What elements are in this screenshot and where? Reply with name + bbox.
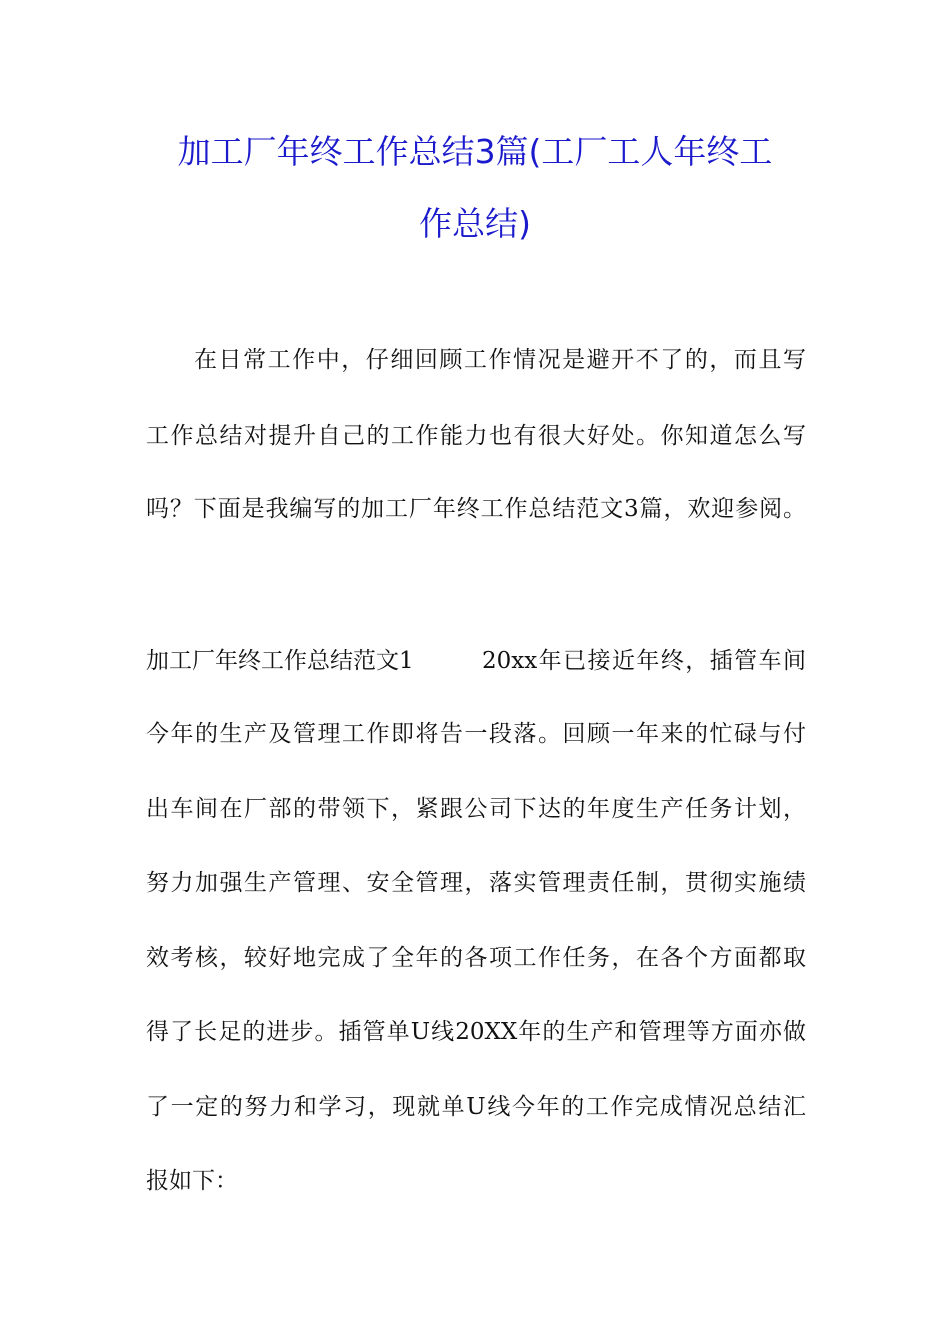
section1-line-7: 了一定的努力和学习，现就单U线今年的工作完成情况总结汇 xyxy=(146,1094,806,1120)
document-title-line-1: 加工厂年终工作总结3篇(工厂工人年终工 xyxy=(177,132,773,171)
intro-line-2: 工作总结对提升自己的工作能力也有很大好处。你知道怎么写 xyxy=(146,423,806,449)
document-title-line-2: 作总结) xyxy=(419,204,531,243)
section1-line-2: 今年的生产及管理工作即将告一段落。回顾一年来的忙碌与付 xyxy=(146,721,806,747)
section1-line-3: 出车间在厂部的带领下，紧跟公司下达的年度生产任务计划， xyxy=(146,796,806,822)
intro-line-1: 在日常工作中，仔细回顾工作情况是避开不了的，而且写 xyxy=(194,347,806,373)
section1-line-8: 报如下： xyxy=(146,1168,238,1194)
section1-line-1: 20xx年已接近年终，插管车间 xyxy=(482,648,806,674)
section1-line-5: 效考核，较好地完成了全年的各项工作任务，在各个方面都取 xyxy=(146,945,806,971)
section1-heading: 加工厂年终工作总结范文1 xyxy=(146,648,414,674)
section1-line-4: 努力加强生产管理、安全管理，落实管理责任制，贯彻实施绩 xyxy=(146,870,806,896)
intro-line-3: 吗？下面是我编写的加工厂年终工作总结范文3篇，欢迎参阅。 xyxy=(146,496,806,522)
section1-line-6: 得了长足的进步。插管单U线20XX年的生产和管理等方面亦做 xyxy=(146,1019,806,1045)
